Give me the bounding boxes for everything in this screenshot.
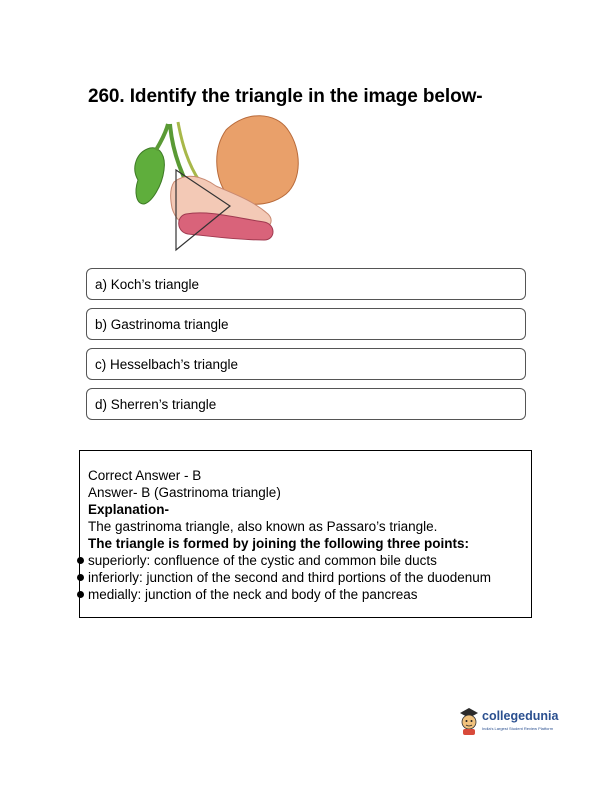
option-label: b) Gastrinoma triangle <box>95 316 229 332</box>
point-text: inferiorly: junction of the second and third portions of the duodenum <box>88 570 492 585</box>
point-text: medially: junction of the neck and body of the pancreas <box>88 587 418 602</box>
points-heading: The triangle is formed by joining the following three points: <box>88 536 470 551</box>
option-label: c) Hesselbach’s triangle <box>95 356 239 372</box>
option-label: d) Sherren’s triangle <box>95 396 217 412</box>
logo-name: collegedunia <box>482 709 559 723</box>
collegedunia-logo[interactable] <box>458 706 558 738</box>
options-list <box>86 268 526 428</box>
bullet-icon <box>77 574 84 581</box>
answer-line: Answer- B (Gastrinoma triangle) <box>88 485 281 500</box>
option-d[interactable] <box>86 388 526 420</box>
bullet-icon <box>77 557 84 564</box>
explanation-text: The gastrinoma triangle, also known as Passaro’s triangle. <box>88 519 438 534</box>
list-item <box>88 569 527 586</box>
bile-duct-shape <box>156 124 168 150</box>
explanation-heading: Explanation- <box>88 502 170 517</box>
anatomy-illustration <box>126 110 306 260</box>
logo-tagline: India's Largest Student Review Platform <box>482 726 554 731</box>
answer-content <box>88 467 527 603</box>
points-list <box>88 552 527 603</box>
mascot-icon <box>458 706 480 736</box>
gallbladder-shape <box>135 148 165 204</box>
list-item <box>88 586 527 603</box>
option-label: a) Koch’s triangle <box>95 276 200 292</box>
correct-answer: Correct Answer - B <box>88 468 202 483</box>
list-item <box>88 552 527 569</box>
option-c[interactable] <box>86 348 526 380</box>
answer-box <box>79 450 532 618</box>
bullet-icon <box>77 591 84 598</box>
question-title: 260. Identify the triangle in the image below- <box>88 86 483 107</box>
option-b[interactable] <box>86 308 526 340</box>
stomach-shape <box>217 116 299 204</box>
option-a[interactable] <box>86 268 526 300</box>
point-text: superiorly: confluence of the cystic and common bile ducts <box>88 553 437 568</box>
